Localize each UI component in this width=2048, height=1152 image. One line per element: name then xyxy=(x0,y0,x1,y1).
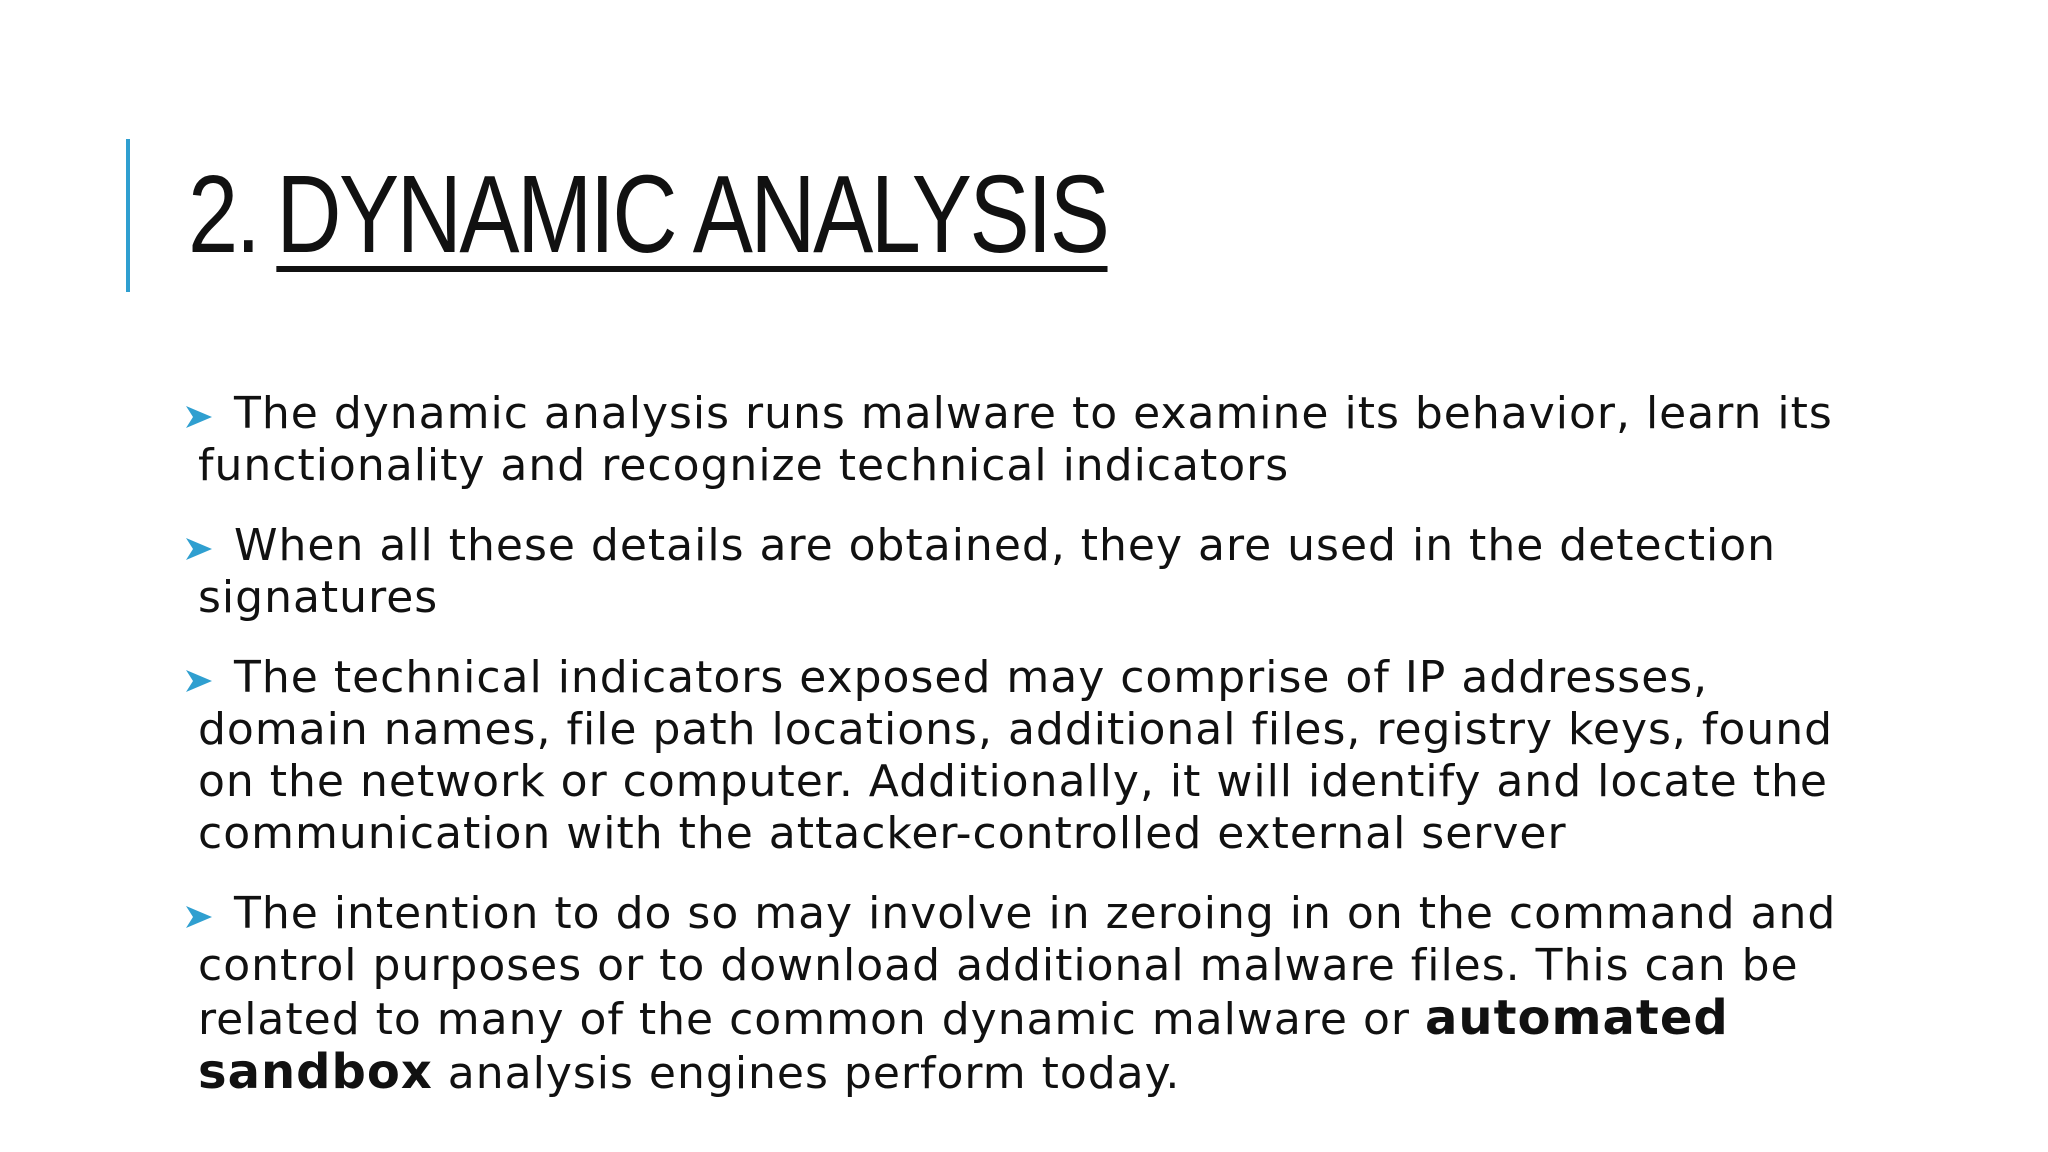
bullet-item xyxy=(184,652,1884,860)
title-text: DYNAMIC ANALYSIS xyxy=(276,153,1108,276)
title-accent-bar xyxy=(126,139,130,292)
bullet-item xyxy=(184,388,1884,492)
bullet-text: When all these details are obtained, they are used in the detection signatures xyxy=(198,520,1777,623)
arrow-bullet-icon xyxy=(184,668,214,694)
bullet-text: The intention to do so may involve in zeroing in on the command and control purposes or to download additional malware files. This can be related to many of the common dynamic malware or xyxy=(198,888,1837,1045)
bullet-list xyxy=(184,388,1884,1128)
bullet-text-after: analysis engines perform today. xyxy=(447,1048,1181,1099)
arrow-bullet-icon xyxy=(184,904,214,930)
arrow-bullet-icon xyxy=(184,404,214,430)
bullet-item xyxy=(184,520,1884,624)
arrow-bullet-icon xyxy=(184,536,214,562)
bullet-text: The technical indicators exposed may comprise of IP addresses, domain names, file path locations, additional files, registry keys, found on the network or computer. Additionally, it will identify and locate the communication with the attacker-controlled external server xyxy=(198,652,1834,859)
bullet-item xyxy=(184,888,1884,1100)
bullet-text: The dynamic analysis runs malware to examine its behavior, learn its functionality and recognize technical indicators xyxy=(198,388,1833,491)
title-number: 2. xyxy=(188,153,259,276)
bullet-emphasis: automated sandbox xyxy=(198,990,1729,1100)
slide-title xyxy=(188,150,1108,280)
